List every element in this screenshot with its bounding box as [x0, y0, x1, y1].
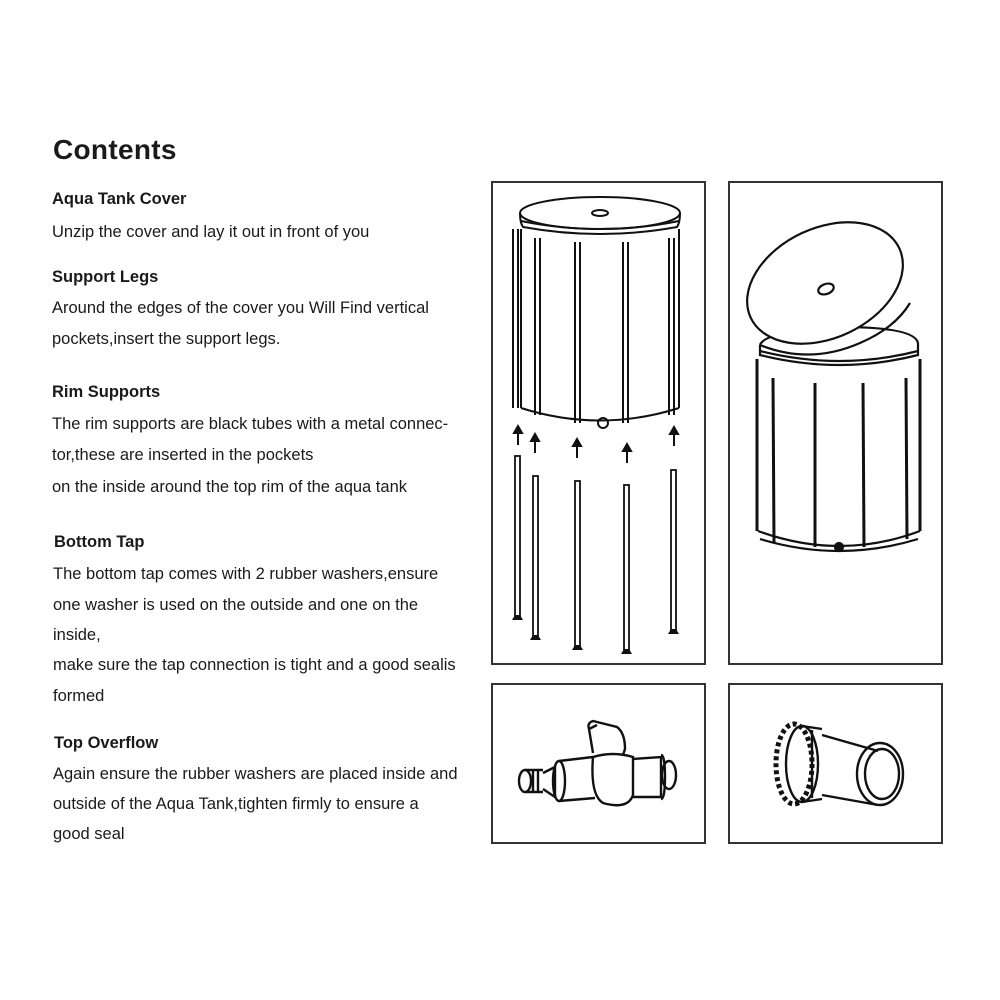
section-text: outside of the Aqua Tank,tighten firmly to ensure a: [53, 795, 419, 813]
illustration-tank-with-lid: [728, 181, 943, 665]
section-text: pockets,insert the support legs.: [52, 330, 281, 348]
section-text: tor,these are inserted in the pockets: [52, 446, 314, 464]
section-text: inside,: [53, 626, 101, 644]
section-text: on the inside around the top rim of the aqua tank: [52, 478, 407, 496]
section-text: good seal: [53, 825, 125, 843]
section-heading-bottom-tap: Bottom Tap: [54, 533, 145, 551]
section-text: Unzip the cover and lay it out in front of you: [52, 223, 370, 241]
section-text: The bottom tap comes with 2 rubber washers,ensure: [53, 565, 439, 583]
section-text: make sure the tap connection is tight and a good sealis: [53, 656, 456, 674]
section-heading-rim-supports: Rim Supports: [52, 383, 161, 401]
illustration-top-overflow: [728, 683, 943, 844]
section-heading-aqua-tank-cover: Aqua Tank Cover: [52, 190, 187, 208]
section-text: The rim supports are black tubes with a metal connec-: [52, 415, 449, 433]
section-heading-support-legs: Support Legs: [52, 268, 159, 286]
illustration-bottom-tap: [491, 683, 706, 844]
section-text: one washer is used on the outside and one on the: [53, 596, 419, 614]
page-title: Contents: [53, 134, 177, 165]
illustration-tank-with-support-legs: [491, 181, 706, 665]
section-text: Around the edges of the cover you Will Find vertical: [52, 299, 429, 317]
section-heading-top-overflow: Top Overflow: [54, 734, 159, 752]
section-text: formed: [53, 687, 105, 705]
section-text: Again ensure the rubber washers are placed inside and: [53, 765, 458, 783]
